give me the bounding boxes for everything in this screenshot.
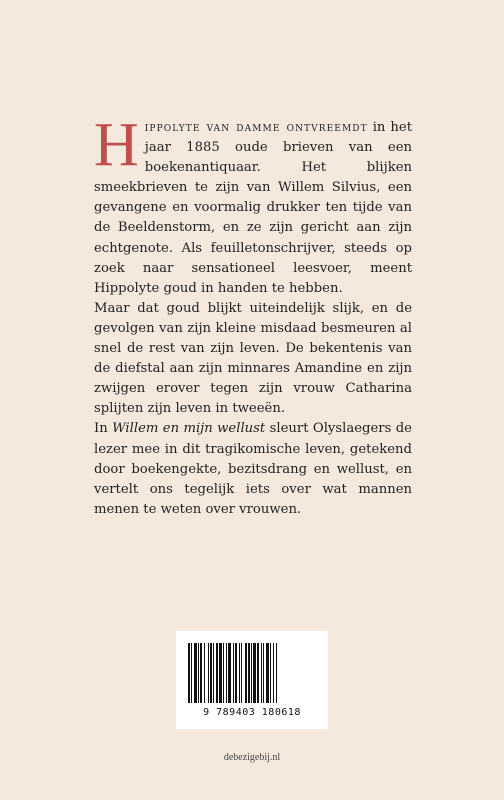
barcode-bar bbox=[261, 643, 262, 703]
blurb-paragraph-1 bbox=[94, 111, 412, 299]
barcode-bar bbox=[226, 643, 227, 703]
publisher-url: debezigebij.nl bbox=[223, 752, 281, 763]
blurb-paragraph-3-pre: In bbox=[94, 421, 113, 437]
barcode-bar bbox=[263, 643, 264, 703]
barcode-bar bbox=[194, 643, 197, 703]
back-cover-blurb bbox=[94, 111, 412, 520]
barcode-bar bbox=[235, 643, 237, 703]
barcode-bar bbox=[257, 643, 259, 703]
barcode-bar bbox=[273, 643, 274, 703]
barcode-bar bbox=[270, 643, 271, 703]
blurb-paragraph-1-text: in het jaar 1885 oude brieven van een boekenantiquaar. Het blijken smeekbrieven te zijn van Willem Silvius, een gevangene en voormalig drukker ten tijde van de Beeldenstorm, en ze zijn gericht aan zijn echtgenote. Als feuilletonschrijver, steeds op zoek naar sensationeel leesvoer, meent Hippolyte goud in handen te hebben. bbox=[94, 120, 412, 296]
blurb-paragraph-2: Maar dat goud blijkt uiteindelijk slijk, en de gevolgen van zijn kleine misdaad besmeuren al snel de rest van zijn leven. De bekentenis van de diefstal aan zijn minnares Amandine en zijn zwijgen erover tegen zijn vrouw Catharina splijten zijn leven in tweeën. bbox=[94, 300, 412, 417]
book-title-italic: Willem en mijn wellust bbox=[112, 421, 266, 437]
barcode-bar bbox=[228, 643, 231, 703]
barcode-bar bbox=[198, 643, 199, 703]
barcode-icon bbox=[186, 643, 318, 705]
barcode-bar bbox=[210, 643, 212, 703]
lead-in-small-caps: ippolyte van damme ontvreemdt bbox=[144, 120, 368, 135]
barcode-bar bbox=[248, 643, 250, 703]
barcode-bar bbox=[253, 643, 256, 703]
barcode-bar bbox=[223, 643, 224, 703]
barcode-bar bbox=[188, 643, 190, 703]
barcode-bar bbox=[251, 643, 252, 703]
barcode-bar bbox=[239, 643, 240, 703]
blurb-paragraph-3-post: sleurt Olyslaegers de lezer mee in dit tragikomische leven, getekend door boekengekte, bezitsdrang en wellust, en vertelt ons tegelijk iets over wat mannen menen te weten over vrouwen. bbox=[94, 421, 412, 517]
barcode-bar bbox=[204, 643, 205, 703]
drop-cap: H bbox=[94, 111, 139, 179]
barcode-bar bbox=[213, 643, 214, 703]
barcode-bar bbox=[216, 643, 218, 703]
blurb-paragraph-3 bbox=[94, 419, 412, 519]
barcode-label bbox=[176, 631, 328, 729]
barcode-bar bbox=[219, 643, 222, 703]
barcode-bar bbox=[276, 643, 277, 703]
barcode-bar bbox=[208, 643, 209, 703]
barcode-bar bbox=[241, 643, 242, 703]
barcode-bar bbox=[200, 643, 202, 703]
barcode-bar bbox=[233, 643, 234, 703]
barcode-bar bbox=[266, 643, 269, 703]
barcode-bar bbox=[245, 643, 247, 703]
isbn-number: 9 789403 180618 bbox=[203, 707, 301, 718]
barcode-bar bbox=[191, 643, 192, 703]
